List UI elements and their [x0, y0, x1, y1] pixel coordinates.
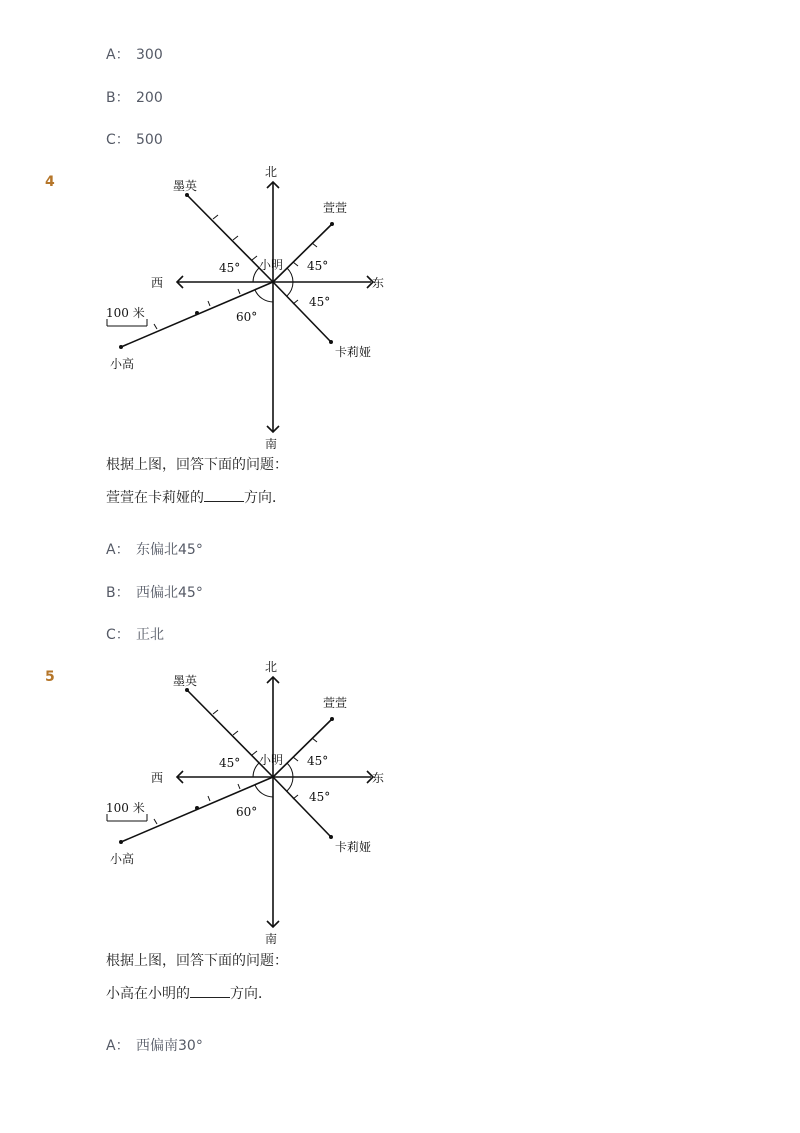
q3-option-b[interactable] — [106, 89, 163, 107]
q5-intro: 根据上图，回答下面的问题： — [106, 953, 288, 969]
option-letter: A： — [106, 47, 130, 63]
question-number: 4 — [45, 174, 55, 190]
ne-person-label: 萱萱 — [323, 696, 348, 710]
option-text: 正北 — [136, 627, 164, 643]
q5-option-a[interactable] — [106, 1037, 203, 1055]
sw-person-label: 小高 — [110, 852, 135, 866]
sw-person-label: 小高 — [110, 357, 135, 371]
option-text: 200 — [136, 90, 163, 106]
compass-diagram — [95, 655, 395, 945]
option-text: 300 — [136, 47, 163, 63]
q4-direction-diagram — [95, 160, 395, 450]
option-text: 东偏北45° — [136, 542, 203, 558]
question-number: 5 — [45, 669, 55, 685]
option-text: 西偏南30° — [136, 1038, 203, 1054]
line-to-ne — [273, 719, 332, 777]
nw-person-label: 墨英 — [173, 179, 198, 193]
q5-direction-diagram — [95, 655, 395, 945]
option-text: 500 — [136, 132, 163, 148]
question-text-pre: 萱萱在卡莉娅的 — [106, 490, 204, 506]
scale-label: 100 米 — [106, 801, 145, 815]
line-to-ne — [273, 224, 332, 282]
compass-diagram — [95, 160, 395, 450]
option-letter: B： — [106, 585, 130, 601]
option-letter: B： — [106, 90, 130, 106]
west-label: 西 — [151, 276, 164, 290]
angle-nw-label: 45° — [219, 756, 241, 770]
line-to-se — [273, 777, 331, 837]
se-person-label: 卡莉娅 — [335, 345, 372, 359]
q4-option-b[interactable] — [106, 584, 203, 602]
angle-se-label: 45° — [309, 790, 331, 804]
answer-blank — [190, 985, 230, 998]
angle-ne-label: 45° — [307, 754, 329, 768]
q4-option-a[interactable] — [106, 541, 203, 559]
q4-intro: 根据上图，回答下面的问题： — [106, 457, 288, 473]
angle-sw-label: 60° — [236, 805, 258, 819]
center-label: 小明 — [259, 753, 284, 767]
nw-person-label: 墨英 — [173, 674, 198, 688]
east-label: 东 — [372, 276, 385, 290]
scale-label: 100 米 — [106, 306, 145, 320]
question-text-post: 方向． — [244, 490, 286, 506]
question-text-pre: 小高在小明的 — [106, 986, 190, 1002]
center-label: 小明 — [259, 258, 284, 272]
north-label: 北 — [265, 660, 278, 674]
option-letter: A： — [106, 542, 130, 558]
east-label: 东 — [372, 771, 385, 785]
north-label: 北 — [265, 165, 278, 179]
q4-option-c[interactable] — [106, 626, 164, 644]
angle-nw-label: 45° — [219, 261, 241, 275]
angle-se-label: 45° — [309, 295, 331, 309]
angle-sw-label: 60° — [236, 310, 258, 324]
option-text: 西偏北45° — [136, 585, 203, 601]
question-text-post: 方向． — [230, 986, 272, 1002]
ne-person-label: 萱萱 — [323, 201, 348, 215]
option-letter: C： — [106, 132, 130, 148]
q5-question — [106, 985, 272, 1003]
south-label: 南 — [265, 437, 278, 450]
answer-blank — [204, 489, 244, 502]
west-label: 西 — [151, 771, 164, 785]
south-label: 南 — [265, 932, 278, 945]
angle-ne-label: 45° — [307, 259, 329, 273]
option-letter: A： — [106, 1038, 130, 1054]
option-letter: C： — [106, 627, 130, 643]
q3-option-a[interactable] — [106, 46, 163, 64]
q4-question — [106, 489, 286, 507]
se-person-label: 卡莉娅 — [335, 840, 372, 854]
line-to-se — [273, 282, 331, 342]
q3-option-c[interactable] — [106, 131, 163, 149]
